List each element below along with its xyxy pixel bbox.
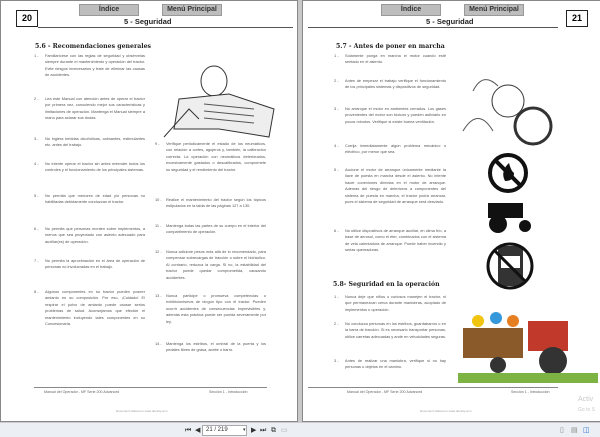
previous-page-icon[interactable]: ◀ — [195, 427, 201, 434]
item-number: 4 - — [34, 161, 39, 166]
item-number: 2 - — [34, 96, 39, 101]
index-button[interactable]: Índice — [79, 4, 139, 16]
main-menu-button[interactable]: Menú Principal — [464, 4, 524, 16]
continuous-view-icon[interactable]: ▤ — [571, 427, 578, 434]
shared-note: Document shared on www.docsity.com — [116, 409, 168, 413]
no-fire-sign-icon — [490, 155, 526, 191]
fit-icon[interactable]: ▭ — [281, 427, 288, 434]
item-text: No intente operar el tractor sin antes entender todos los controles y el funcionamiento de los principales sistemas. — [45, 161, 145, 173]
footer-section: Sección 1 - Introducción — [209, 390, 248, 394]
list-item — [155, 197, 266, 210]
section-heading: 5.6 - Recomendaciones generales — [35, 43, 151, 50]
starting-fluid-bottle-icon — [488, 244, 532, 288]
page-title: 5 - Seguridad — [124, 17, 172, 26]
item-number: 12 - — [155, 249, 162, 254]
last-page-icon[interactable]: ⏭ — [260, 427, 267, 434]
list-item — [334, 358, 446, 371]
single-page-view-icon[interactable]: ▯ — [560, 427, 564, 434]
item-number: 3 - — [334, 106, 339, 111]
item-number: 7 - — [34, 258, 39, 263]
list-item — [34, 136, 145, 149]
list-item — [334, 228, 446, 254]
list-item — [155, 341, 266, 354]
man-reading-manual-illustration — [159, 59, 289, 141]
children-on-tractor-illustration — [458, 293, 598, 383]
page-number: 20 — [16, 10, 38, 27]
item-number: 2 - — [334, 78, 339, 83]
tractor-icon — [488, 203, 531, 233]
item-text: Mantenga los estribos, el umbral de la puerta y los pedales libres de grasa, aceite o barro. — [166, 341, 266, 353]
next-page-icon[interactable]: ▶ — [251, 427, 257, 434]
section-heading: 5.7 - Antes de poner en marcha — [336, 43, 445, 50]
item-text: No arranque el motor en ambientes cerrados. Los gases provenientes del motor son tóxicos y pueden asfixiarlo en pocos minutos. Verifique si existe buena ventilación. — [345, 106, 446, 124]
list-item — [334, 321, 446, 340]
item-number: 11 - — [155, 223, 162, 228]
item-number: 9 - — [155, 141, 160, 146]
item-number: 1 - — [334, 294, 339, 299]
footer-section: Sección 1 - Introducción — [511, 390, 550, 394]
item-text: Solamente ponga en marcha el motor cuando esté sentado en el asiento. — [345, 53, 446, 65]
list-item — [34, 53, 145, 79]
item-number: 1 - — [334, 53, 339, 58]
list-item — [34, 161, 145, 174]
item-text: Nunca adicione pesos más allá de lo recomendado, para compensar sobrecargas de tracción o sobre el hidráulico. Al contrario, reduzca la carga. Si no, la estabilidad del tractor puede quedar comprometida, causando accidentes. — [166, 249, 266, 280]
item-text: Nunca deje que niños o curiosos manejen el tractor, ni que permanezcan cerca durante maniobras, acoplado de implementos u operación. — [345, 294, 446, 312]
item-text: Realice el mantenimiento del tractor según los tópicos estipulados en la tabla de las páginas 127 a 130. — [166, 197, 266, 209]
footer-manual: Manual del Operador - MF Serie 200 Advanced — [347, 390, 423, 394]
list-item — [155, 293, 266, 325]
item-number: 5 - — [334, 167, 339, 172]
item-text: Verifique periódicamente el estado de los neumáticos, con relación a cortes, agujeros y, también, la calibración correcta. La operación con neumáticos deteriorados, excesivamente gastados o descalibrados, compromete su seguridad y el rendimiento del tractor. — [166, 141, 266, 172]
list-item — [334, 294, 446, 313]
item-text: No conduzca personas en los estribos, guardabarros o en la barra de tracción. Si es necesario transportar personas, utilice carretas adecuadas y ande en velocidades seguras. — [345, 321, 447, 339]
item-number: 3 - — [334, 358, 339, 363]
list-item — [334, 78, 446, 91]
page-number-input[interactable]: 21 / 219 — [202, 425, 247, 436]
item-number: 13 - — [155, 293, 162, 298]
list-item — [34, 289, 145, 327]
main-menu-button[interactable]: Menú Principal — [162, 4, 222, 16]
list-item — [334, 167, 446, 205]
item-text: Lea este Manual con atención antes de operar el tractor por primera vez, conociendo mejor sus características y limitaciones de operación. Mantenga el Manual siempre a mano para aclarar sus dudas. — [45, 96, 145, 121]
item-number: 5 - — [34, 193, 39, 198]
two-page-view-icon[interactable]: ◫ — [583, 427, 590, 434]
item-text: Nunca participe o promueva competencias o exhibicionismos de ningún tipo con el tractor. Pueden ocurrir accidentes de consecuencias imprevisibles y, además esta práctica puede ser punida severamente por ley. — [166, 293, 266, 324]
item-text: Familiarícese con las reglas de seguridad y obsérvelas siempre durante el mantenimiento y operación del tractor. Evite riesgos innecesarios y trate de eliminar las causas de accidentes. — [45, 53, 145, 78]
item-number: 6 - — [34, 226, 39, 231]
first-page-icon[interactable]: ⏮ — [185, 427, 192, 434]
item-number: 10 - — [155, 197, 162, 202]
page-dropdown-icon[interactable]: ▾ — [243, 427, 246, 433]
footer-rule — [308, 387, 558, 388]
rotate-icon[interactable]: ⧉ — [271, 427, 276, 434]
item-number: 3 - — [34, 136, 39, 141]
section-heading-operation: 5.8- Seguridad en la operación — [333, 281, 440, 288]
item-number: 6 - — [334, 228, 339, 233]
header-rule — [308, 27, 558, 28]
item-text: No permita que menores de edad y/o personas no habilitadas debidamente conduzcan el tractor. — [45, 193, 145, 205]
page-21 — [302, 0, 600, 422]
item-text: No permita que personas monten sobre implementos, a menos que sea proyectado con asiento adecuado para auxiliar(es) de operación. — [45, 226, 145, 244]
list-item — [334, 53, 446, 66]
item-number: 1 - — [34, 53, 39, 58]
list-item — [155, 249, 266, 281]
header-rule — [38, 27, 293, 28]
item-text: No permita la aproximación en el área de operación de personas no involucradas en el trabajo. — [45, 258, 145, 270]
shared-note: Document shared on www.docsity.com — [420, 409, 472, 413]
list-item — [34, 258, 145, 271]
safety-illustrations — [453, 61, 568, 291]
item-number: 4 - — [334, 143, 339, 148]
list-item — [34, 96, 145, 122]
footer-manual: Manual del Operador - MF Serie 200 Advanced — [44, 390, 120, 394]
page-number: 21 — [566, 10, 588, 27]
item-text: Accione el motor de arranque únicamente mediante la llave de puesta en marcha desde el asiento. No intente hacer conexiones directas en el motor de arranque. Además del riesgo de deterioros a componentes del sistema de puesta en marcha, el tractor podrá arrancar, pues el sistema de seguridad de arranque será desviado. — [345, 167, 446, 205]
list-item — [155, 141, 266, 173]
item-text: No utilice dispositivos de arranque auxiliar, en clima frío, a base de aerosol, como el éter, combinados con el sistema de vela calentadora de arranque. Puede haber incendio y serias quemaduras. — [345, 228, 446, 253]
list-item — [34, 226, 145, 245]
page-20 — [0, 0, 298, 422]
item-text: No ingiera bebidas alcohólicas, calmantes, estimulantes etc. antes del trabajo. — [45, 136, 145, 148]
item-number: 14 - — [155, 341, 162, 346]
pdf-toolbar — [0, 422, 600, 437]
list-item — [155, 223, 266, 236]
activation-watermark-sub: Go to S — [578, 407, 595, 413]
item-text: Antes de empezar el trabajo verifique el funcionamiento de los principales sistemas y dispositivos de seguridad. — [345, 78, 446, 90]
footer-rule — [34, 387, 267, 388]
page-title: 5 - Seguridad — [426, 17, 474, 26]
item-number: 2 - — [334, 321, 339, 326]
item-text: Mantenga todas las partes de su cuerpo en el interior del compartimento de operación. — [166, 223, 266, 235]
list-item — [34, 193, 145, 206]
list-item — [334, 143, 446, 156]
item-text: Corrija inmediatamente algún problema mecánico o eléctrico, por menor que sea. — [345, 143, 446, 155]
list-item — [334, 106, 446, 125]
item-number: 8 - — [34, 289, 39, 294]
activation-watermark: Activ — [578, 396, 594, 403]
item-text: Algunos componentes en su tractor pueden poseer amianto en su composición. Por eso, ¡Cuidado! El respirar el polvo de amianto puede causar serios problemas de salud. Aconsejamos que efectúe el mantenimiento incluyendo tales componentes en su Concesionaria. — [45, 289, 145, 327]
item-text: Antes de realizar una maniobra, verifique si no hay personas u objetos en el camino. — [345, 358, 446, 370]
exhaust-tractor-illustration — [458, 64, 558, 154]
index-button[interactable]: Índice — [381, 4, 441, 16]
